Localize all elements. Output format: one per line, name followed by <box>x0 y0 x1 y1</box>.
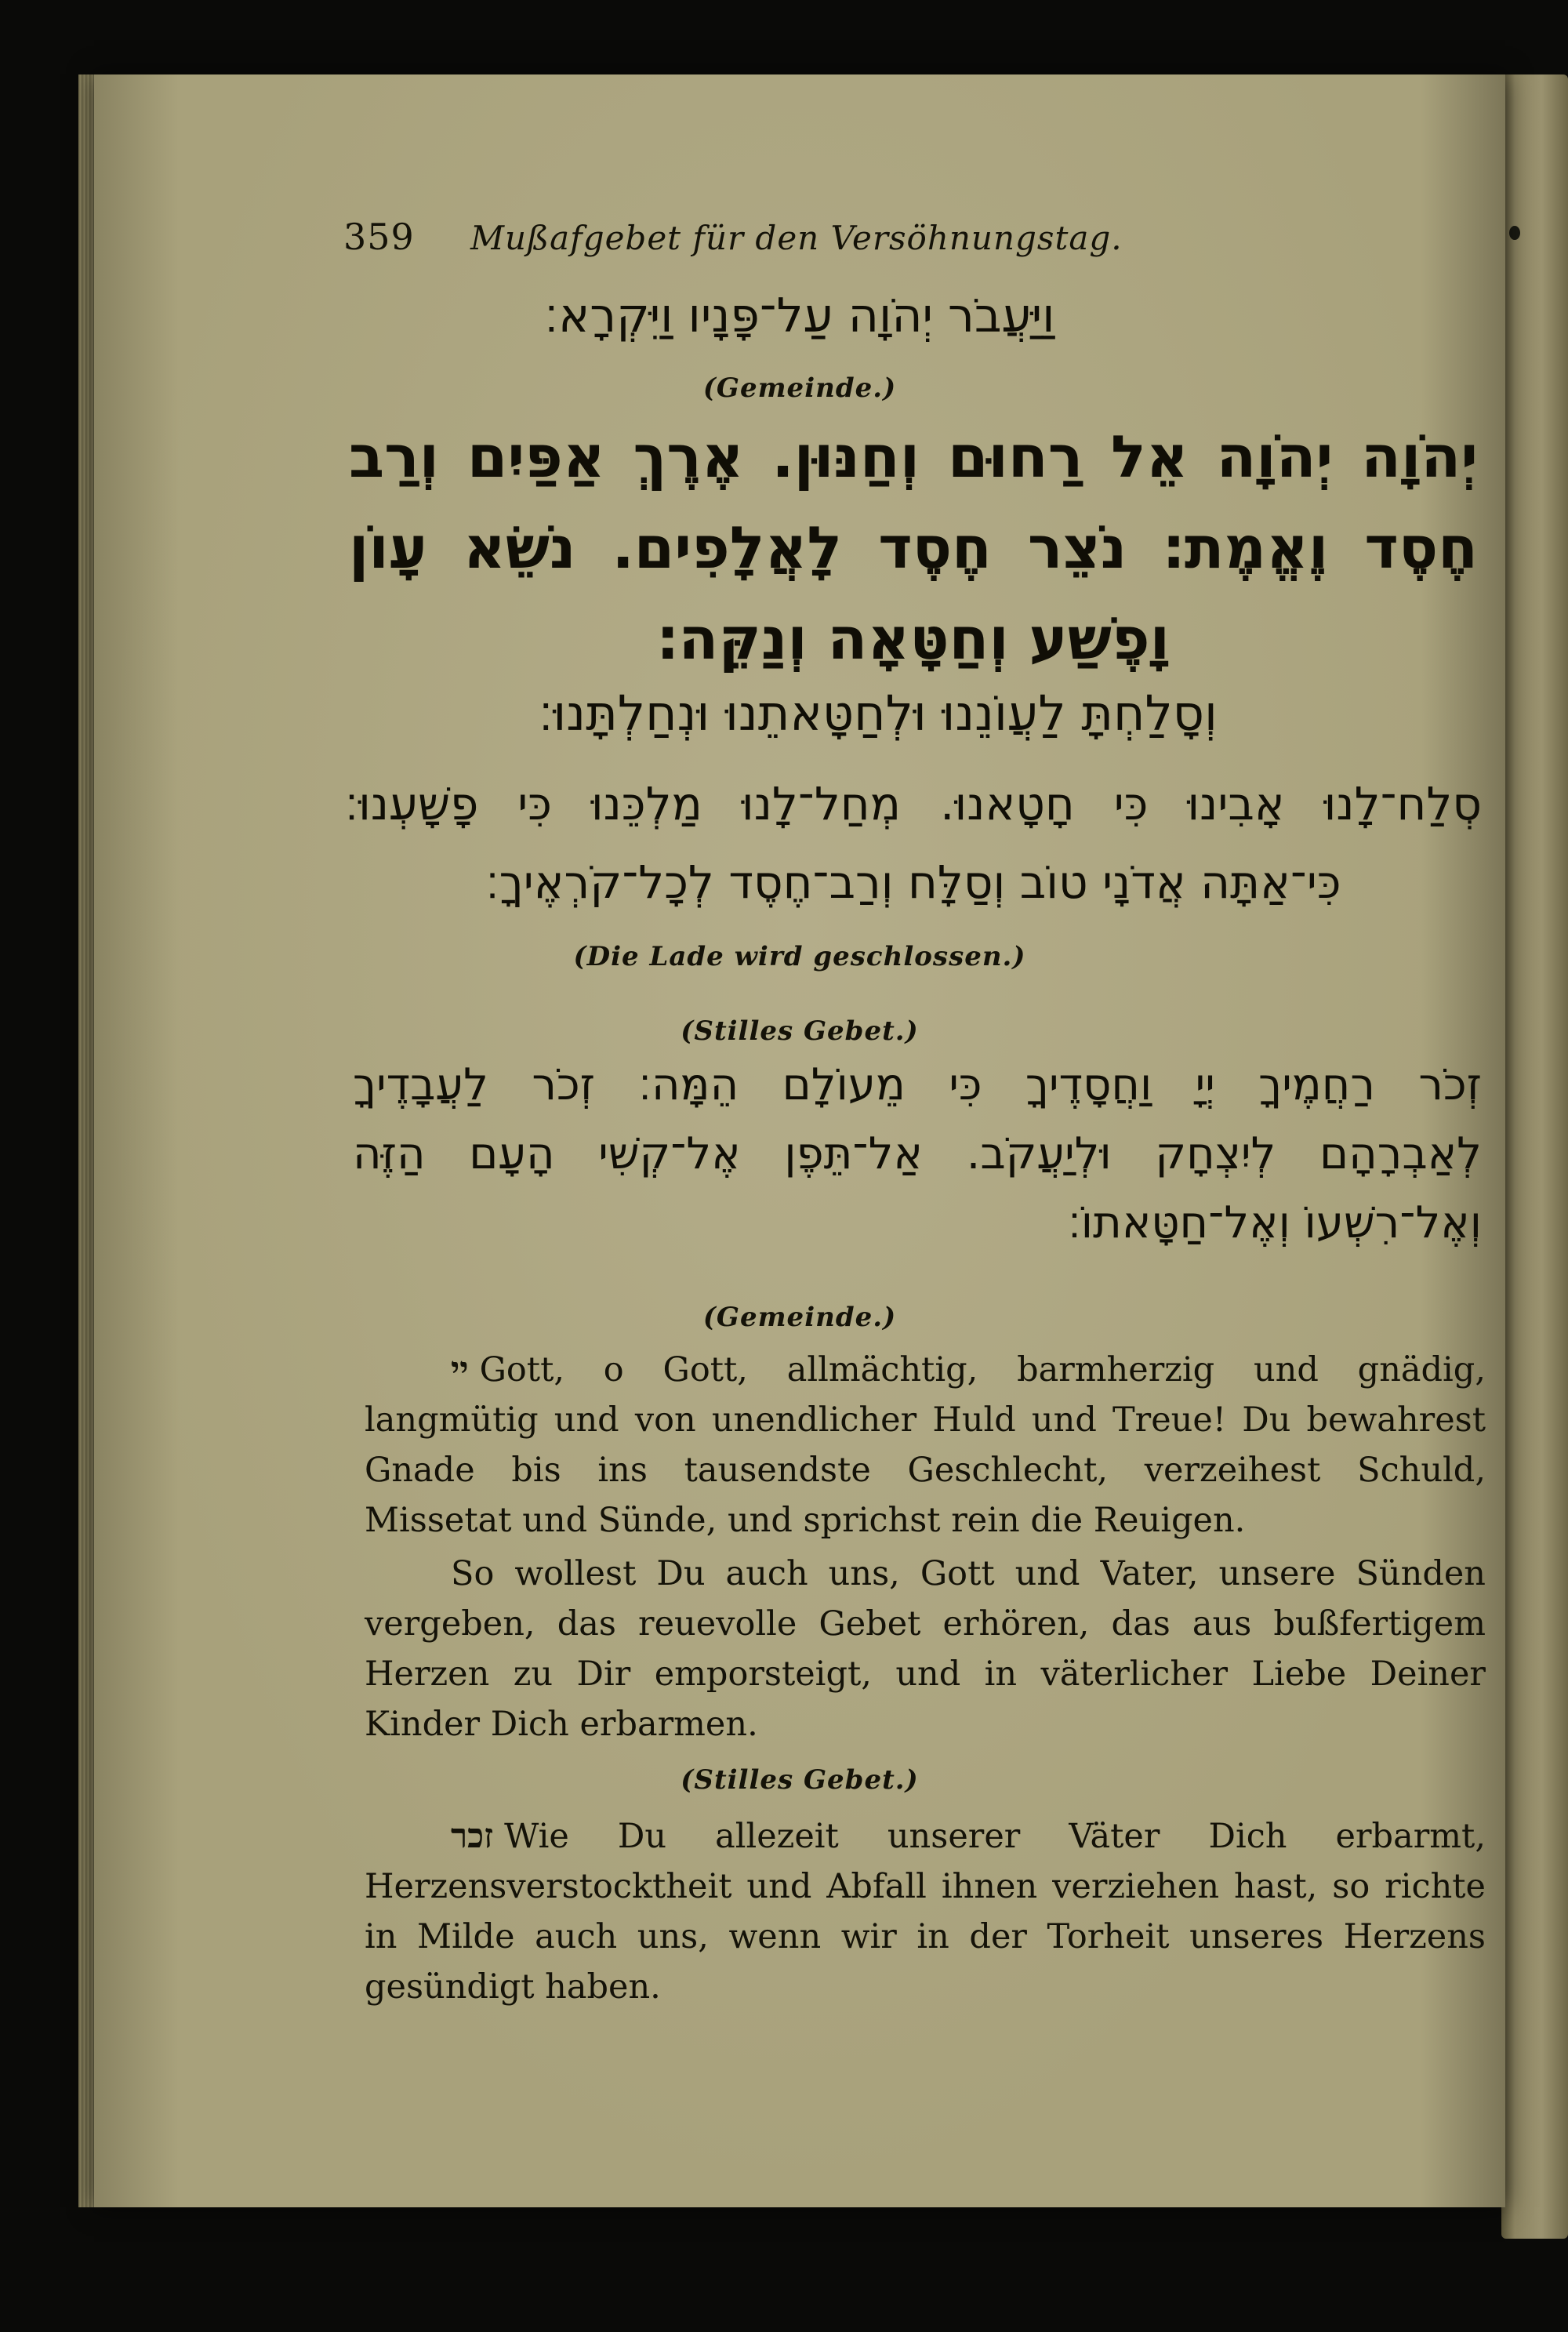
hebrew-zechor-rachamecha <box>353 1051 1482 1258</box>
hebrew-line: לְאַבְרָהָם לְיִצְחָק וּלְיַעֲקֹב. אַל־תֵּפֶן אֶל־קְשִׁי הָעָם הַזֶּה <box>353 1128 1482 1179</box>
stage-direction-stilles-gebet: (Stilles Gebet.) <box>681 1015 919 1047</box>
hebrew-line: חֶסֶד וֶאֱמֶת׃ נֹצֵר חֶסֶד לָאֲלָפִים. נֹשֵׂא עָוֹן <box>349 514 1478 582</box>
paragraph-text: So wollest Du auch uns, Gott und Vater, unsere Sünden vergeben, das reuevolle Gebet erhören, das aus bußfertigem Herzen zu Dir emporsteigt, und in väterlicher Liebe Deiner Kinder Dich erbarmen. <box>365 1554 1486 1744</box>
paragraph-text: Gott, o Gott, allmächtig, barmherzig und gnädig, langmütig und von unendlicher Huld und Treue! Du bewahrest Gnade bis ins tausendste Geschlecht, verzeihest Schuld, Missetat und Sünde, und sprichst rein die Reuigen. <box>365 1350 1486 1540</box>
hebrew-selach-lanu <box>345 765 1482 921</box>
hebrew-vesalachta: וְסָלַחְתָּ לַעֲוֹנֵנוּ וּלְחַטָּאתֵנוּ וּנְחַלְתָּנוּ׃ <box>539 685 1218 742</box>
stage-direction-gemeinde-2: (Gemeinde.) <box>702 1302 897 1333</box>
german-paragraph-3 <box>365 1811 1486 2012</box>
next-page-edge <box>1501 74 1568 2239</box>
hebrew-thirteen-attributes <box>349 412 1478 685</box>
hebrew-line: סְלַח־לָנוּ אָבִינוּ כִּי חָטָאנוּ. מְחַל־לָנוּ מַלְכֵּנוּ כִּי פָשָׁעְנוּ׃ <box>345 777 1482 830</box>
german-paragraph-2 <box>365 1549 1486 1749</box>
page-stack-edge <box>78 74 96 2207</box>
hebrew-line: וְאֶל־רִשְׁעוֹ וְאֶל־חַטָּאתוֹ׃ <box>1068 1197 1482 1248</box>
stage-direction-stilles-gebet-2: (Stilles Gebet.) <box>681 1764 919 1796</box>
hebrew-cue: זכר <box>451 1817 494 1856</box>
running-head: Mußafgebet für den Versöhnungstag. <box>470 219 1123 257</box>
german-paragraph-1 <box>365 1345 1486 1546</box>
stage-direction-lade: (Die Lade wird geschlossen.) <box>573 941 1026 972</box>
hebrew-line: זְכֹר רַחֲמֶיךָ יְיָ וַחֲסָדֶיךָ כִּי מֵעוֹלָם הֵמָּה׃ זְכֹר לַעֲבָדֶיךָ <box>353 1059 1482 1110</box>
stage-direction-gemeinde: (Gemeinde.) <box>702 372 897 404</box>
hebrew-line: כִּי־אַתָּה אֲדֹנָי טוֹב וְסַלָּח וְרַב־חֶסֶד לְכָל־קֹרְאֶיךָ׃ <box>485 855 1341 909</box>
book-page <box>94 74 1505 2207</box>
page-header <box>343 216 1253 278</box>
page-number: 359 <box>343 216 415 258</box>
hebrew-line: יְהֹוָה יְהֹוָה אֵל רַחוּם וְחַנּוּן. אֶרֶךְ אַפַּיִם וְרַב <box>349 423 1478 491</box>
paragraph-text: Wie Du allezeit unserer Väter Dich erbarmt, Herzensverstocktheit und Abfall ihnen verziehen hast, so richte in Milde auch uns, wenn wir in der Torheit unseres Herzens gesündigt haben. <box>365 1817 1486 2007</box>
ink-spot <box>1509 226 1520 240</box>
hebrew-verse-vayaavor: וַיַּעֲבֹר יְהֹוָה עַל־פָּנָיו וַיִּקְרָא׃ <box>544 289 1055 343</box>
hebrew-line: וָפֶשַׁע וְחַטָּאָה וְנַקֵּה׃ <box>656 605 1170 673</box>
hebrew-cue: יי <box>451 1350 469 1389</box>
